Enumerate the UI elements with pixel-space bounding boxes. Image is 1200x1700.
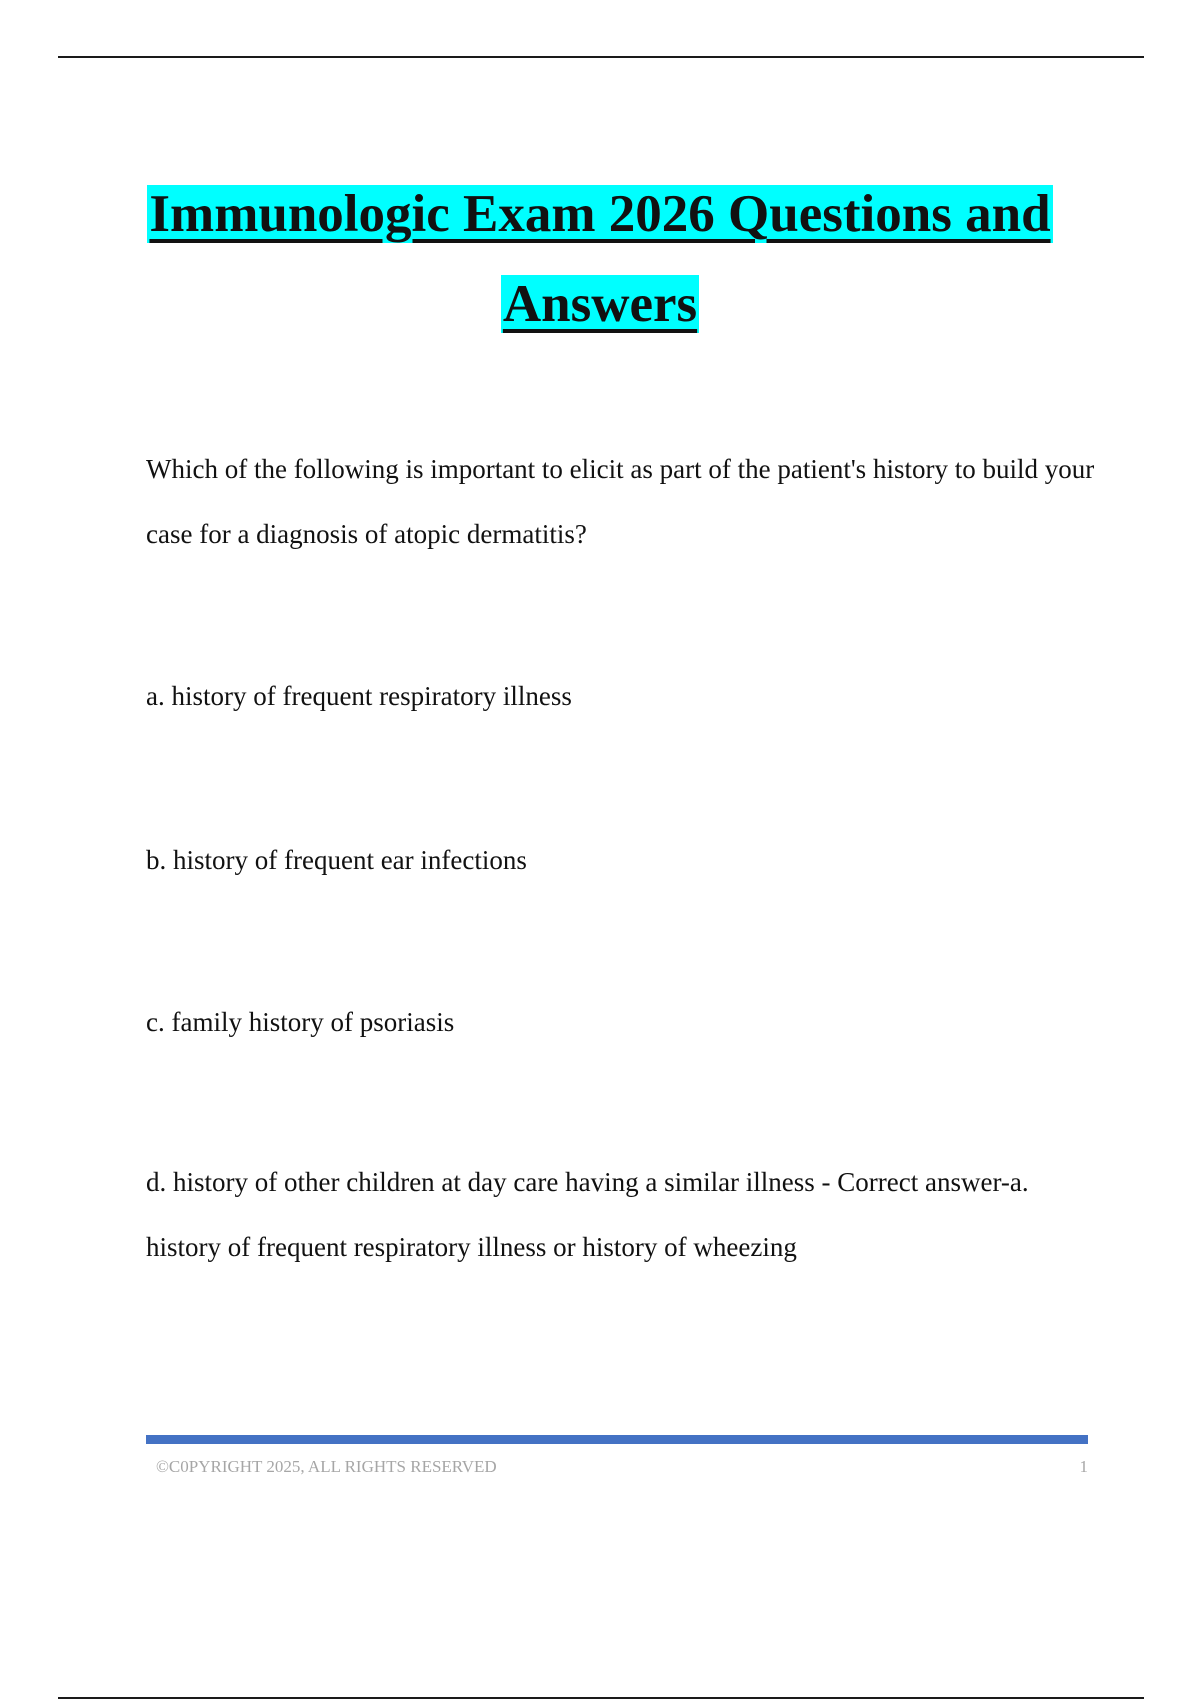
answer-option-a: a. history of frequent respiratory illness <box>146 681 572 711</box>
footer-page-number: 1 <box>1079 1457 1088 1476</box>
document-title-text-1: Immunologic Exam 2026 Questions and <box>149 185 1051 243</box>
answer-option-d: d. history of other children at day care having a similar illness - Correct answer-a. history of frequent respiratory illness or history of wheezing <box>146 1167 1029 1262</box>
document-title-line-1 <box>0 182 1200 246</box>
document-title-text-2: Answers <box>502 275 698 333</box>
footer-divider-bar <box>146 1435 1088 1444</box>
question-stem: Which of the following is important to elicit as part of the patient's history to build your case for a diagnosis of atopic dermatitis? <box>146 454 1095 549</box>
bottom-rule <box>58 1697 1144 1699</box>
answer-option-c: c. family history of psoriasis <box>146 1007 455 1037</box>
document-title-line-2 <box>0 272 1200 336</box>
answer-option-b: b. history of frequent ear infections <box>146 845 527 875</box>
footer-copyright: ©C0PYRIGHT 2025, ALL RIGHTS RESERVED <box>156 1457 497 1476</box>
top-rule <box>58 56 1144 58</box>
